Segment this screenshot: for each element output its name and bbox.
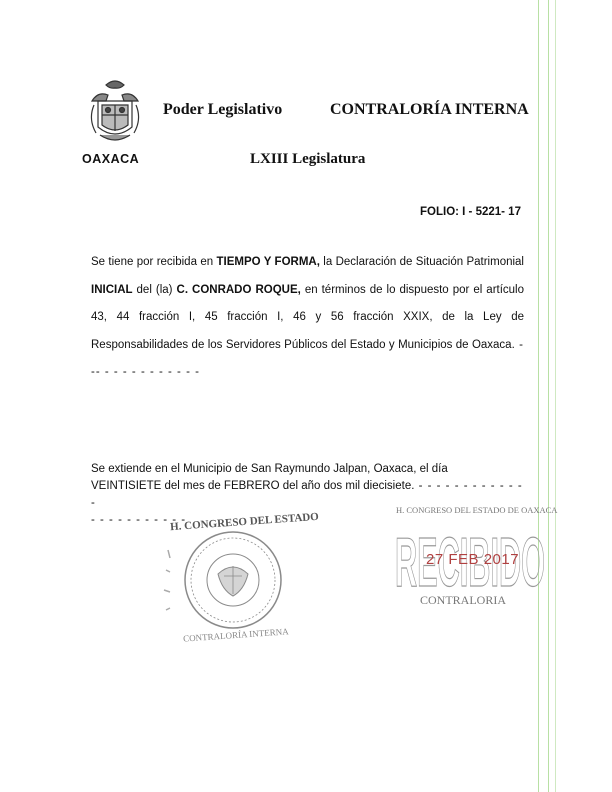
received-stamp-header: H. CONGRESO DEL ESTADO DE OAXACA (396, 505, 558, 515)
coat-of-arms-logo (84, 75, 146, 155)
fill-dashes: - - - - - - - - - - - (91, 514, 187, 526)
p1-emphasis: INICIAL (91, 283, 133, 296)
fill-dashes: - -- - - - - - - - - - - - (91, 338, 524, 378)
p2-date-text: VEINTISIETE del mes de FEBRERO del año dos mil diecisiete. (91, 480, 415, 492)
state-name: OAXACA (82, 152, 140, 166)
header-office: CONTRALORÍA INTERNA (330, 101, 529, 118)
folio-number: FOLIO: I - 5221- 17 (420, 206, 521, 218)
p1-text: del (la) (132, 283, 177, 296)
p1-emphasis: TIEMPO Y FORMA, (216, 256, 320, 268)
seal-caption-bottom: CONTRALORÍA INTERNA (182, 626, 289, 644)
received-word: RECIBIDO (395, 523, 545, 596)
header-poder: Poder Legislativo (163, 101, 283, 118)
declarant-name: C. CONRADO ROQUE, (176, 283, 301, 296)
p2-line: Se extiende en el Municipio de San Raymundo Jalpan, Oaxaca, el día (91, 463, 448, 475)
received-date: 27 FEB 2017 (426, 551, 520, 568)
seal-caption-top: H. CONGRESO DEL ESTADO (169, 510, 320, 534)
header-legislatura: LXIII Legislatura (250, 151, 366, 167)
p1-text: la Declaración de Situación Patrimonial (319, 256, 524, 268)
fill-dashes: - - - - - - - - - - - - - (91, 480, 523, 509)
margin-line (555, 0, 556, 792)
margin-line (548, 0, 549, 792)
p1-text: en términos de lo dispuesto por el artículo 43, 44 fracción I, 45 fracción I, 46 y 56 fracción XXIX, de la Ley de Responsabilidades de los Servidores Públicos del Estado y Municipios de Oaxaca. (91, 283, 525, 351)
paragraph-receipt (91, 249, 524, 387)
official-seal-stamp (148, 510, 318, 650)
received-stamp-footer: CONTRALORIA (420, 593, 506, 607)
margin-line (538, 0, 539, 792)
p1-text: Se tiene por recibida en (91, 256, 217, 268)
